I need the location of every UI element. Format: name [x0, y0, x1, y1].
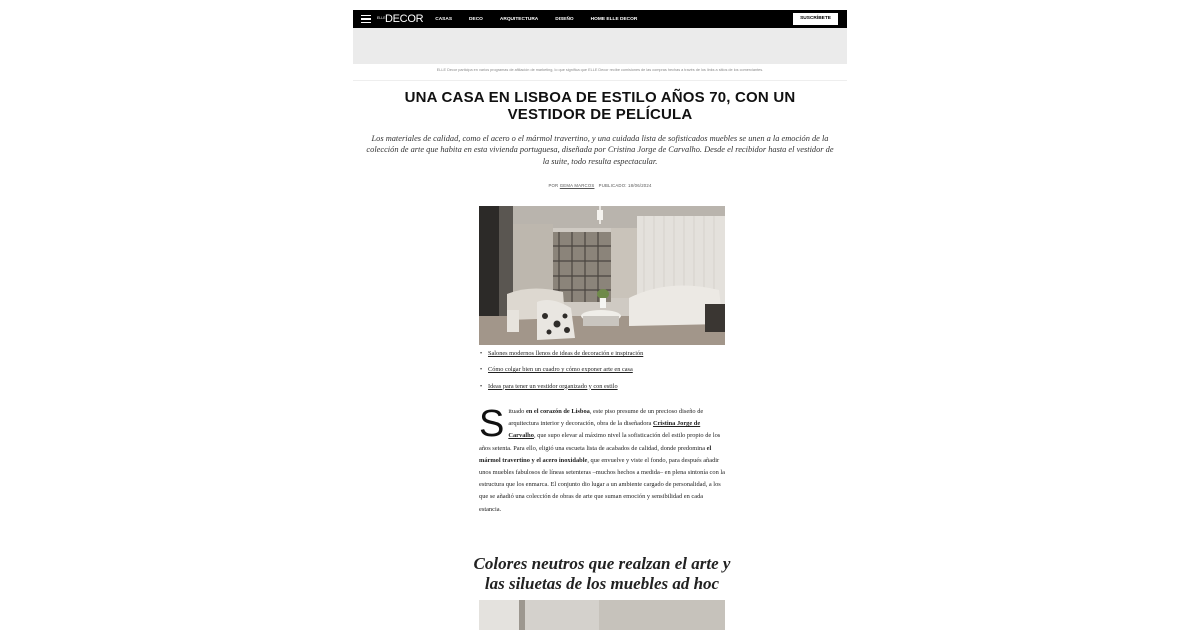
- author-link[interactable]: GEMA MARCOS: [559, 183, 595, 188]
- section-subheading: Colores neutros que realzan el arte y las siluetas de los muebles ad hoc: [473, 554, 731, 593]
- dropcap-letter: S: [479, 403, 505, 445]
- body-bold-segment: el mármol travertino y el acero inoxidable: [479, 444, 712, 464]
- body-text-segment: , que supo elevar al máximo nivel la sofisticación del estilo propio de los años setenta. Para ello, eligió una escueta lista de acabados de calidad, donde predomina: [479, 432, 721, 452]
- designer-link[interactable]: Cristina Jorge de Carvalho: [508, 420, 701, 440]
- body-text-segment: , que envuelve y viste el fondo, para después añadir unos muebles fabulosos de líneas setenteras –muchos hechos a medida– en plena sintonía con la estructura que los enmarca. El conjunto dio lugar a un ambiente cargado de personalidad, a los que se añadió una colección de obras de arte que suman emoción y sensibilidad en cada estancia.: [479, 456, 725, 513]
- nav-item-diseno[interactable]: DISEÑO: [555, 16, 574, 22]
- logo-decor-text: DECOR: [385, 13, 424, 25]
- body-text-segment: , este piso presume de un precioso diseño de arquitectura interior y decoración, obra de la diseñadora: [508, 408, 704, 428]
- article-dek: Los materiales de calidad, como el acero o el mármol travertino, y una cuidada lista de sofisticados muebles se unen a la emoción de la colección de arte que habita en esta vivienda portuguesa, diseñada por Cristina Jorge de Carvalho. Desde el recibidor hasta el vestidor de la suite, todo resulta espectacular.: [366, 134, 834, 166]
- related-link-salones[interactable]: Salones modernos llenos de ideas de decoración e inspiración: [488, 350, 644, 357]
- list-item: [479, 383, 725, 391]
- nav-item-home-elle-decor[interactable]: HOME ELLE DECOR: [590, 16, 638, 22]
- nav-item-deco[interactable]: DECO: [469, 16, 483, 22]
- divider: [353, 80, 847, 81]
- logo-elle-text: ELLE: [377, 16, 386, 21]
- byline-prefix: POR: [548, 183, 559, 188]
- hamburger-menu-icon[interactable]: [361, 15, 371, 23]
- list-item: [479, 350, 725, 358]
- article-byline: [500, 183, 700, 188]
- ad-banner-placeholder: [353, 28, 847, 64]
- list-item: [479, 366, 725, 374]
- nav-menu: [435, 17, 654, 22]
- site-logo[interactable]: [377, 13, 423, 25]
- top-navbar: [353, 10, 847, 28]
- affiliate-disclaimer: ELLE Decor participa en varios programas de afiliación de marketing, lo que significa que ELLE Decor recibe comisiones de las compras hechas a través de los links a sitios de los comerciantes.: [436, 68, 764, 72]
- hero-photo-living-room: [479, 206, 725, 345]
- article-body-paragraph: [479, 403, 725, 516]
- second-photo: [479, 600, 725, 630]
- body-text-segment: ituado: [508, 408, 526, 415]
- body-bold-segment: en el corazón de Lisboa: [525, 408, 590, 415]
- nav-item-arquitectura[interactable]: ARQUITECTURA: [499, 16, 539, 22]
- subscribe-button[interactable]: SUSCRÍBETE: [793, 13, 838, 25]
- related-link-colgar-cuadro[interactable]: Cómo colgar bien un cuadro y cómo exponer arte en casa: [488, 366, 633, 374]
- related-link-vestidor[interactable]: Ideas para tener un vestidor organizado y con estilo: [488, 382, 618, 390]
- article-title: UNA CASA EN LISBOA DE ESTILO AÑOS 70, CON UN VESTIDOR DE PELÍCULA: [404, 89, 796, 123]
- publish-date: PUBLICADO: 18/06/2024: [598, 183, 652, 188]
- related-links-list: [479, 350, 725, 399]
- nav-item-casas[interactable]: CASAS: [435, 16, 453, 22]
